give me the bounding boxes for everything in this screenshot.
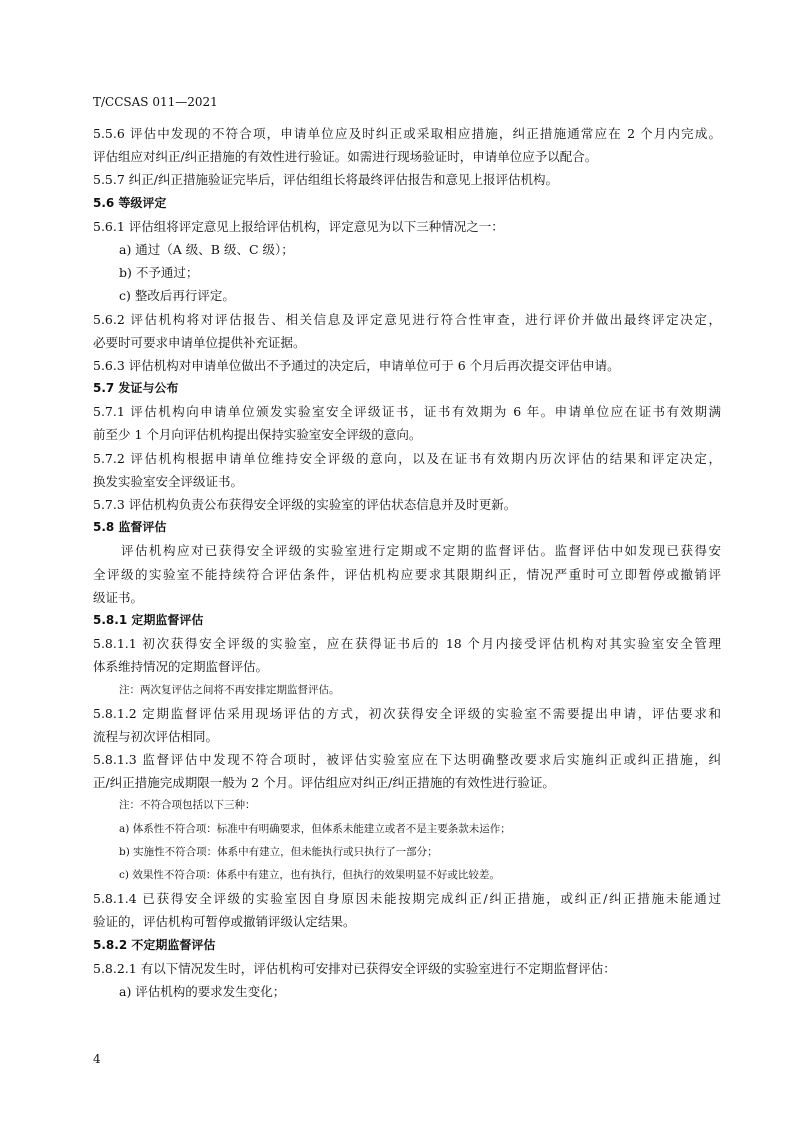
- text-line: 正/纠正措施完成期限一般为 2 个月。评估组应对纠正/纠正措施的有效性进行验证。: [93, 775, 555, 791]
- note-line: c) 效果性不符合项：体系中有建立，也有执行，但执行的效果明显不好或比较差。: [119, 869, 500, 881]
- text-line: 5.8.1.3 监督评估中发现不符合项时，被评估实验室应在下达明确整改要求后实施纠正或纠正措施，纠: [93, 752, 721, 768]
- text-line: 验证的，评估机构可暂停或撤销评级认定结果。: [93, 914, 356, 930]
- text-line: 5.8.1.2 定期监督评估采用现场评估的方式，初次获得安全评级的实验室不需要提出申请，评估要求和: [93, 705, 721, 721]
- text-line: 5.5.6 评估中发现的不符合项，申请单位应及时纠正或采取相应措施，纠正措施通常应在 2 个月内完成。: [93, 126, 721, 141]
- note-line: a) 体系性不符合项：标准中有明确要求，但体系未能建立或者不是主要条款未运作；: [119, 822, 511, 835]
- text-line: 体系维持情况的定期监督评估。: [93, 659, 269, 675]
- section-heading: 5.6 等级评定: [93, 195, 167, 210]
- text-line: 5.8.1.1 初次获得安全评级的实验室，应在获得证书后的 18 个月内接受评估机构对其实验室安全管理: [93, 636, 721, 652]
- section-heading: 5.7 发证与公布: [93, 381, 179, 396]
- document-header: T/CCSAS 011—2021: [93, 95, 218, 109]
- text-line: 全评级的实验室不能持续符合评估条件，评估机构应要求其限期纠正，情况严重时可立即暂停或撤销评: [93, 566, 721, 582]
- text-line: 级证书。: [93, 589, 144, 605]
- text-line: 5.5.7 纠正/纠正措施验证完毕后，评估组组长将最终评估报告和意见上报评估机构。: [93, 172, 558, 188]
- document-body: [93, 122, 721, 1003]
- text-line: 流程与初次评估相同。: [93, 728, 219, 744]
- note-line: 注：不符合项包括以下三种：: [119, 799, 256, 812]
- section-heading: 5.8.1 定期监督评估: [93, 612, 204, 627]
- text-line: 5.7.1 评估机构向申请单位颁发实验室安全评级证书，证书有效期为 6 年。申请单位应在证书有效期满: [93, 404, 721, 420]
- text-line: 5.8.1.4 已获得安全评级的实验室因自身原因未能按期完成纠正/纠正措施，或纠正/纠正措施未能通过: [93, 891, 721, 907]
- text-line: 5.6.2 评估机构将对评估报告、相关信息及评定意见进行符合性审查，进行评价并做出最终评定决定，: [93, 311, 721, 327]
- text-line: 5.6.1 评估组将评定意见上报给评估机构，评定意见为以下三种情况之一：: [93, 218, 504, 234]
- text-line: 5.7.3 评估机构负责公布获得安全评级的实验室的评估状态信息并及时更新。: [93, 497, 517, 512]
- text-line: 评估机构应对已获得安全评级的实验室进行定期或不定期的监督评估。监督评估中如发现已获得安: [121, 543, 721, 559]
- section-heading: 5.8 监督评估: [93, 520, 167, 535]
- text-line: 前至少 1 个月向评估机构提出保持实验室安全评级的意向。: [93, 427, 422, 443]
- text-line: a) 评估机构的要求发生变化；: [119, 983, 286, 999]
- note-line: b) 实施性不符合项：体系中有建立，但未能执行或只执行了一部分；: [119, 845, 438, 858]
- text-line: a) 通过（A 级、B 级、C 级）；: [119, 241, 294, 257]
- text-line: 必要时可要求申请单位提供补充证据。: [93, 334, 306, 350]
- text-line: 评估组应对纠正/纠正措施的有效性进行验证。如需进行现场验证时，申请单位应予以配合。: [93, 149, 598, 165]
- text-line: b) 不予通过；: [119, 265, 199, 281]
- text-line: c) 整改后再行评定。: [119, 288, 235, 304]
- text-line: 5.6.3 评估机构对申请单位做出不予通过的决定后，申请单位可于 6 个月后再次提交评估申请。: [93, 357, 620, 373]
- note-line: 注：两次复评估之间将不再安排定期监督评估。: [119, 683, 340, 696]
- page-number: 4: [93, 1052, 101, 1066]
- text-line: 5.7.2 评估机构根据申请单位维持安全评级的意向，以及在证书有效期内历次评估的结果和评定决定，: [93, 450, 721, 466]
- text-line: 5.8.2.1 有以下情况发生时，评估机构可安排对已获得安全评级的实验室进行不定期监督评估：: [93, 960, 616, 976]
- section-heading: 5.8.2 不定期监督评估: [93, 937, 216, 952]
- text-line: 换发实验室安全评级证书。: [93, 473, 244, 489]
